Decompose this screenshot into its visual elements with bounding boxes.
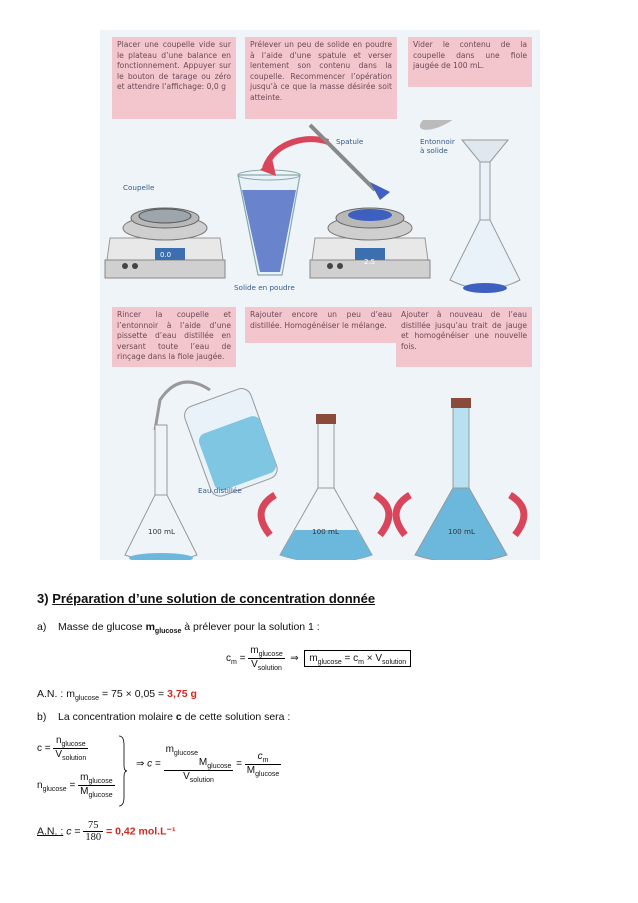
volumetric-flask-2 bbox=[280, 414, 372, 560]
balance-icon-2 bbox=[310, 208, 430, 278]
formula-b-result: ⇒ c = $m_{glucose}$ $M_{glucose}$ $V_{solution}$ = $\frac{c_m}{M_{glucose}}$ bbox=[136, 744, 280, 784]
an-b-num: 75 bbox=[83, 820, 103, 832]
part-b-an: A.N. : c = $\frac{75}{180}$ = 0,42 mol.L⁻¹ bbox=[37, 820, 176, 843]
an-b-label: A.N. : bbox=[37, 825, 64, 838]
part-a-symbol: m bbox=[145, 621, 155, 633]
coupelle-label: Coupelle bbox=[123, 183, 155, 192]
instruction-step5: Rajouter encore un peu d’eau distillée. Homogénéiser le mélange. bbox=[245, 307, 397, 343]
solide-label: Solide en poudre bbox=[234, 283, 295, 292]
part-b-label: b) bbox=[37, 711, 47, 723]
part-a-text-end: à prélever pour la solution 1 : bbox=[184, 621, 320, 633]
part-a-an bbox=[37, 688, 197, 702]
wash-bottle-icon bbox=[155, 382, 280, 499]
part-b bbox=[37, 711, 290, 723]
entonnoir-label: Entonnoir à solide bbox=[420, 137, 455, 155]
weighing-illustration bbox=[100, 120, 540, 305]
an-b-result: = 0,42 mol.L⁻¹ bbox=[106, 825, 176, 838]
volumetric-flask-1 bbox=[125, 425, 197, 560]
formula-b-system: c = $\frac{n_{glucose}}{V_{solution}}$ $n_{glucose}$ = $\frac{m_{glucose}}{M_{glucose}}$ bbox=[37, 735, 113, 799]
flask2-label: 100 mL bbox=[312, 527, 340, 536]
an-a-label: A.N. : bbox=[37, 688, 64, 700]
instruction-step1: Placer une coupelle vide sur le plateau d’une balance en fonctionnement. Appuyer sur le bouton de tarage ou zéro et attendre l’affichage: 0,0 g bbox=[112, 37, 236, 119]
flask1-label: 100 mL bbox=[148, 527, 176, 536]
part-b-text: La concentration molaire bbox=[58, 711, 173, 723]
an-a-result: 3,75 g bbox=[167, 688, 197, 700]
an-a-calc: = 75 × 0,05 = bbox=[102, 688, 165, 700]
balance1-display: 0.0 bbox=[160, 251, 172, 259]
section-heading bbox=[37, 591, 375, 606]
section-title: Préparation d’une solution de concentration donnée bbox=[52, 591, 376, 606]
balance-icon bbox=[105, 208, 225, 278]
part-b-text-end: de cette solution sera : bbox=[184, 711, 291, 723]
an-a-sub: glucose bbox=[74, 695, 100, 702]
instruction-step2: Prélever un peu de solide en poudre à l’aide d’une spatule et verser lentement son contenu dans la coupelle. Recommencer l’opération jusqu’à ce que la masse désirée soit atteinte. bbox=[245, 37, 397, 119]
instruction-step4: Rincer la coupelle et l’entonnoir à l’aide d’une pissette d’eau distillée en versant toute l’eau de rinçage dans la fiole jaugée. bbox=[112, 307, 236, 367]
part-a-label: a) bbox=[37, 621, 47, 633]
part-b-symbol: c bbox=[175, 711, 182, 723]
brace-icon bbox=[118, 735, 128, 807]
eau-label: Eau distillée bbox=[198, 486, 242, 495]
part-a-symbol-sub: glucose bbox=[154, 628, 182, 635]
section-number: 3) bbox=[37, 591, 49, 606]
part-a-text: Masse de glucose bbox=[58, 621, 143, 633]
an-a-expr: m bbox=[66, 688, 75, 700]
conical-flask-icon bbox=[238, 170, 300, 275]
an-b-den: 180 bbox=[85, 832, 102, 843]
part-a bbox=[37, 621, 320, 635]
instruction-step3: Vider le contenu de la coupelle dans une fiole jaugée de 100 mL. bbox=[408, 37, 532, 87]
formula-a: $c_m$ = $\frac{m_{glucose}}{V_{solution}}$ ⇒ $m_{glucose} = c_m \times V_{solution}$ bbox=[226, 645, 411, 672]
balance2-display: 2.5 bbox=[364, 258, 376, 266]
instruction-step6: Ajouter à nouveau de l’eau distillée jusqu’au trait de jauge et homogénéiser une nouvelle fois. bbox=[396, 307, 532, 367]
flask3-label: 100 mL bbox=[448, 527, 476, 536]
spatule-label: Spatule bbox=[336, 137, 364, 146]
